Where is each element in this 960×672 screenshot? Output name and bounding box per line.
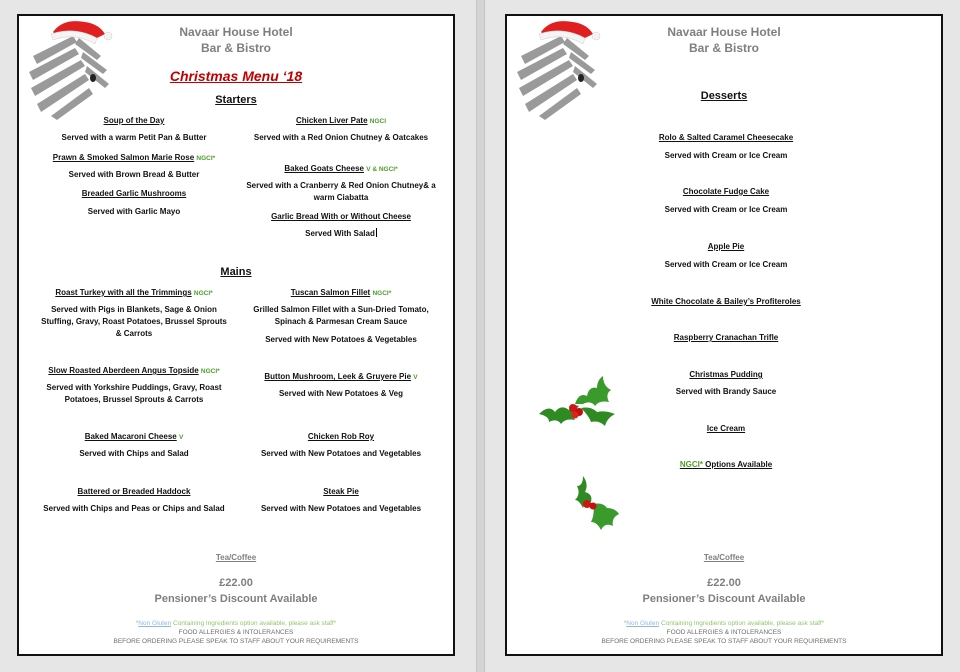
main-name: Chicken Rob Roy [307,432,375,441]
ordering-note: BEFORE ORDERING PLEASE SPEAK TO STAFF ABOUT YOUR REQUIREMENTS [113,638,359,645]
hotel-subtitle: Bar & Bistro [688,41,759,55]
dessert-name: Rolo & Salted Caramel Cheesecake [658,133,794,142]
dessert-name: Ice Cream [706,424,746,433]
starter-desc: Served with Garlic Mayo [87,207,181,216]
dessert-name: Apple Pie [707,242,745,251]
ngci-note: *Non Gluten Containing Ingredients option available, please ask staff* [135,620,337,627]
text-cursor [376,228,377,237]
dessert-name: White Chocolate & Bailey’s Profiteroles [651,297,801,306]
holly-icon [535,374,619,432]
price: £22.00 [219,577,253,589]
dessert-name: Raspberry Cranachan Trifle [673,333,779,342]
starters-heading: Starters [215,94,257,106]
hotel-name: Navaar House Hotel [179,25,293,39]
starter-name: Chicken Liver Pate NGCI [295,116,387,125]
menu-page-mains [17,14,455,656]
starter-name: Breaded Garlic Mushrooms [81,189,187,198]
main-desc: Served with New Potatoes and Vegetables [260,504,422,513]
mains-heading: Mains [220,266,252,278]
pensioner-discount: Pensioner’s Discount Available [154,593,318,605]
main-name: Button Mushroom, Leek & Gruyere Pie V [264,372,418,381]
holly-icon [573,474,623,534]
dessert-desc: Served with Cream or Ice Cream [664,151,788,160]
main-name: Steak Pie [323,487,359,496]
allergies-note: FOOD ALLERGIES & INTOLERANCES [178,629,294,636]
main-desc: Served with New Potatoes & Veg [278,389,404,398]
dessert-desc: Served with Cream or Ice Cream [664,205,788,214]
starter-name: Prawn & Smoked Salmon Marie Rose NGCI* [52,153,216,162]
pensioner-discount: Pensioner’s Discount Available [642,593,806,605]
main-desc: Grilled Salmon Fillet with a Sun-Dried Tomato, Spinach & Parmesan Cream Sauce [253,305,429,326]
starter-name: Baked Goats Cheese V & NGCI* [284,164,398,173]
tea-coffee: Tea/Coffee [703,553,745,562]
dessert-name: Christmas Pudding [689,370,763,379]
dessert-name: Chocolate Fudge Cake [682,187,770,196]
options-available: NGCI* Options Available [679,460,773,469]
desserts-heading: Desserts [700,90,748,102]
main-desc: Served with Chips and Peas or Chips and Salad [43,504,225,513]
main-name: Baked Macaroni Cheese V [84,432,184,441]
hotel-subtitle: Bar & Bistro [200,41,271,55]
menu-title: Christmas Menu ‘18 [169,68,303,84]
allergies-note: FOOD ALLERGIES & INTOLERANCES [666,629,782,636]
main-desc: Served with New Potatoes and Vegetables [260,449,422,458]
main-name: Roast Turkey with all the Trimmings NGCI* [55,288,213,297]
main-desc: Served with Yorkshire Puddings, Gravy, Roast Potatoes, Brussel Sprouts & Carrots [46,383,222,404]
main-name: Battered or Breaded Haddock [77,487,191,496]
tea-coffee: Tea/Coffee [215,553,257,562]
main-desc-secondary: Served with New Potatoes & Vegetables [265,335,417,344]
starter-desc: Served with a Cranberry & Red Onion Chutney& a warm Ciabatta [246,181,436,202]
main-name: Tuscan Salmon Fillet NGCI* [290,288,392,297]
main-desc: Served with Pigs in Blankets, Sage & Onion Stuffing, Gravy, Roast Potatoes, Brussel Sprouts & Carrots [41,305,227,338]
main-name: Slow Roasted Aberdeen Angus Topside NGCI* [48,366,220,375]
dessert-desc: Served with Brandy Sauce [675,387,777,396]
starter-desc: Served with Brown Bread & Butter [68,170,200,179]
ordering-note: BEFORE ORDERING PLEASE SPEAK TO STAFF ABOUT YOUR REQUIREMENTS [601,638,847,645]
starter-desc: Served with a warm Petit Pan & Butter [61,133,207,142]
dessert-desc: Served with Cream or Ice Cream [664,260,788,269]
page-divider [476,0,485,672]
starter-desc: Served with a Red Onion Chutney & Oatcakes [253,133,429,142]
starter-desc[interactable]: Served With Salad [305,229,375,238]
starter-name: Garlic Bread With or Without Cheese [271,212,411,221]
price: £22.00 [707,577,741,589]
hotel-name: Navaar House Hotel [667,25,781,39]
ngci-note: *Non Gluten Containing Ingredients option available, please ask staff* [623,620,825,627]
menu-page-desserts [505,14,943,656]
starter-name: Soup of the Day [103,116,165,125]
main-desc: Served with Chips and Salad [79,449,189,458]
